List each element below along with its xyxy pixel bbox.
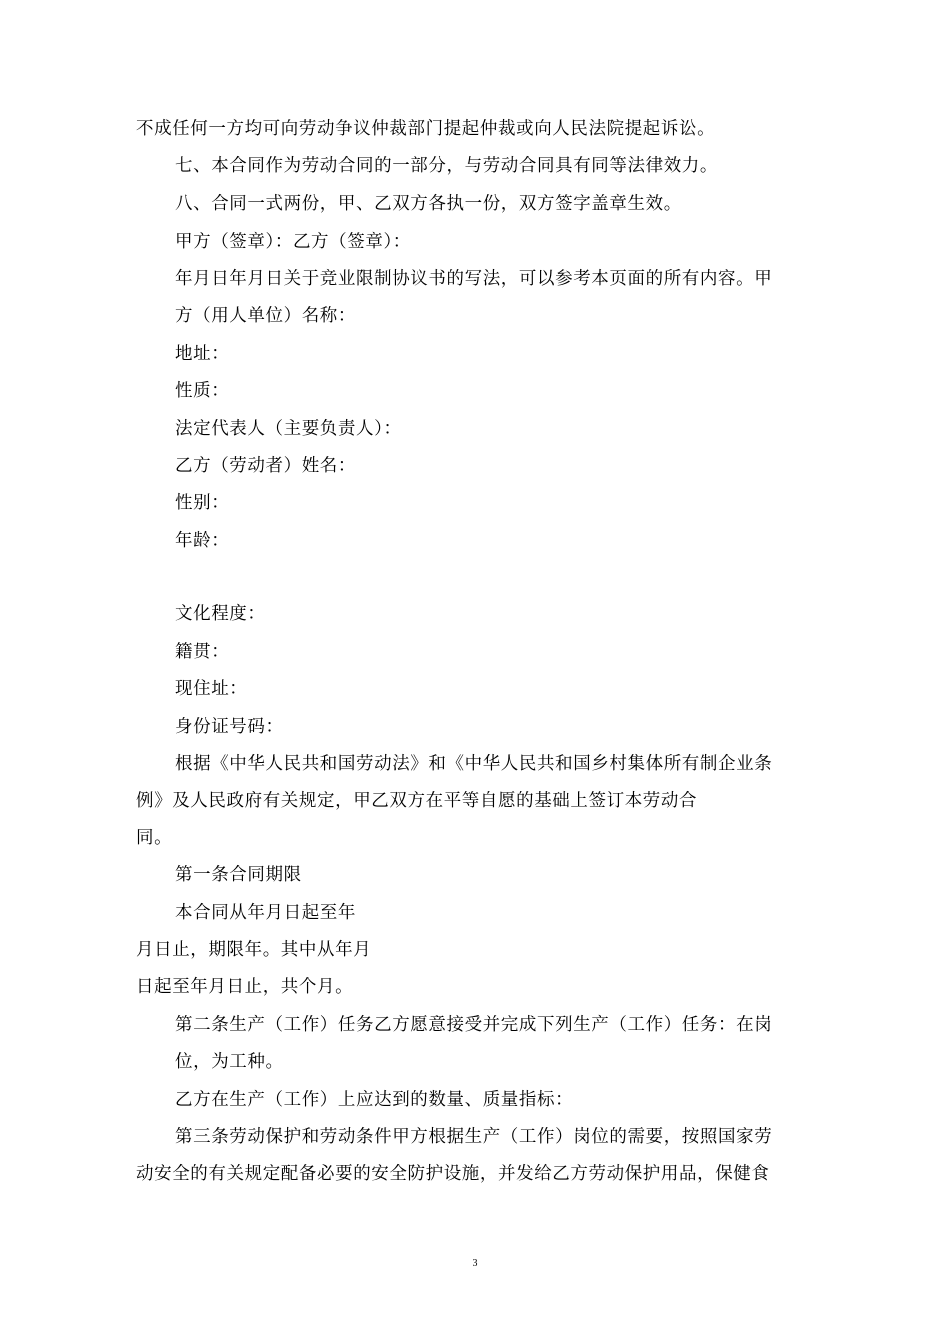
text-line: 现住址： <box>175 679 248 699</box>
text-line: 地址： <box>175 344 230 364</box>
text-line: 位，为工种。 <box>175 1052 284 1072</box>
text-line: 方（用人单位）名称： <box>175 306 356 326</box>
text-line: 例》及人民政府有关规定，甲乙双方在平等自愿的基础上签订本劳动合 <box>136 791 698 811</box>
text-line: 性别： <box>175 493 230 513</box>
text-line: 文化程度： <box>175 604 266 624</box>
text-line: 年龄： <box>175 531 230 551</box>
text-line: 第二条生产（工作）任务乙方愿意接受并完成下列生产（工作）任务：在岗 <box>175 1015 773 1035</box>
text-line: 动安全的有关规定配备必要的安全防护设施，并发给乙方劳动保护用品，保健食 <box>136 1164 770 1184</box>
text-line: 第三条劳动保护和劳动条件甲方根据生产（工作）岗位的需要，按照国家劳 <box>175 1127 773 1147</box>
text-line: 乙方（劳动者）姓名： <box>175 456 356 476</box>
text-line: 甲方（签章）：乙方（签章）： <box>175 232 411 252</box>
text-line: 七、本合同作为劳动合同的一部分，与劳动合同具有同等法律效力。 <box>175 156 718 176</box>
text-line: 性质： <box>175 381 230 401</box>
text-line: 籍贯： <box>175 642 230 662</box>
text-line: 月日止，期限年。其中从年月 <box>136 940 372 960</box>
text-line: 八、合同一式两份，甲、乙双方各执一份，双方签字盖章生效。 <box>175 194 682 214</box>
text-line: 第一条合同期限 <box>175 865 302 885</box>
page-number: 3 <box>472 1258 478 1269</box>
text-line: 法定代表人（主要负责人）： <box>175 419 402 439</box>
text-line: 年月日年月日关于竞业限制协议书的写法，可以参考本页面的所有内容。甲 <box>175 269 773 289</box>
text-line: 本合同从年月日起至年 <box>175 903 356 923</box>
text-line: 不成任何一方均可向劳动争议仲裁部门提起仲裁或向人民法院提起诉讼。 <box>136 119 716 139</box>
text-line: 身份证号码： <box>175 717 284 737</box>
text-line: 根据《中华人民共和国劳动法》和《中华人民共和国乡村集体所有制企业条 <box>175 754 773 774</box>
text-line: 日起至年月日止，共个月。 <box>136 977 354 997</box>
text-line: 同。 <box>136 828 173 848</box>
text-line: 乙方在生产（工作）上应达到的数量、质量指标： <box>175 1090 574 1110</box>
